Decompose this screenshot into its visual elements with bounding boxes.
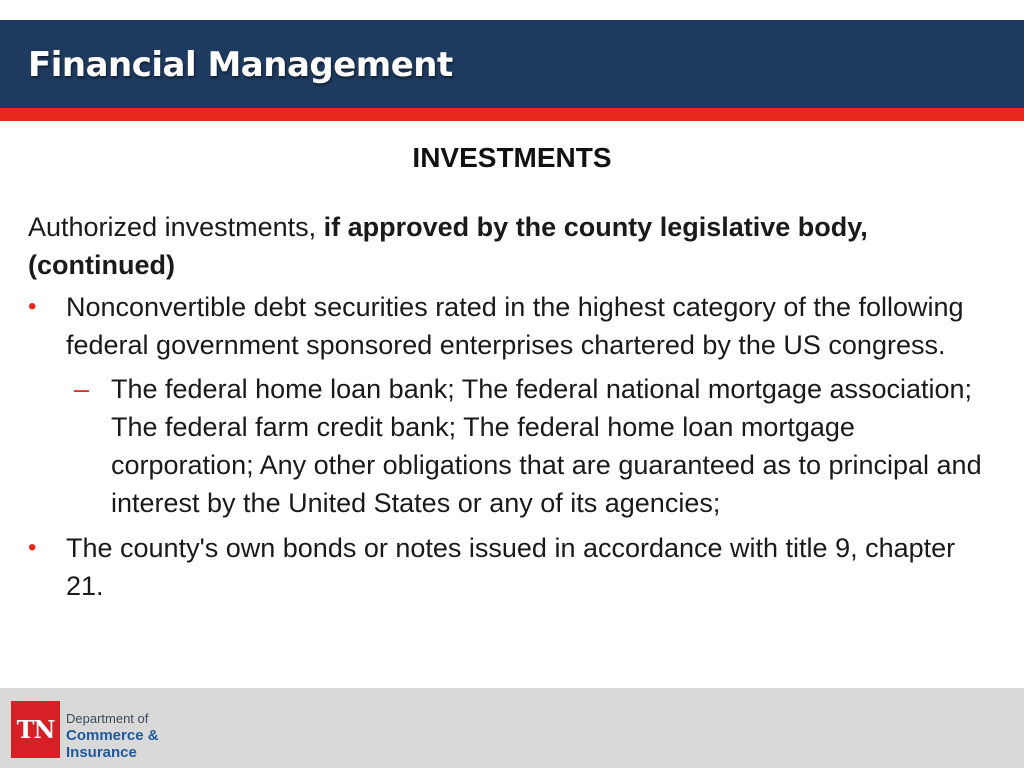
bullet-text: Nonconvertible debt securities rated in the highest category of the following federal government sponsored enterprises chartered by the US congress. [66, 292, 964, 360]
tn-logo: TN [11, 701, 60, 758]
intro-text: Authorized investments, [28, 212, 324, 242]
intro-emphasis: if approved by the county legislative body, (continued) [28, 212, 868, 280]
top-strip [0, 0, 1024, 20]
intro-paragraph [28, 208, 998, 284]
bullet-item [28, 529, 998, 605]
bullet-text: The county's own bonds or notes issued in accordance with title 9, chapter 21. [66, 533, 956, 601]
sub-bullet-item [28, 370, 998, 522]
section-heading: INVESTMENTS [412, 142, 612, 173]
dept-line-3: Insurance [66, 744, 137, 761]
accent-divider [0, 108, 1024, 121]
bullet-marker: • [28, 534, 37, 561]
bullet-marker: • [28, 293, 37, 320]
department-name [66, 711, 159, 761]
slide-body [28, 208, 998, 611]
dept-line-1: Department of [66, 711, 149, 726]
sub-bullet-text: The federal home loan bank; The federal national mortgage association; The federal farm credit bank; The federal home loan mortgage corporation; Any other obligations that are guaranteed as to principal and interest by the United States or any of its agencies; [111, 374, 982, 518]
sub-bullet-marker: – [74, 374, 90, 404]
bullet-item [28, 288, 998, 364]
dept-line-2: Commerce & [66, 727, 159, 744]
slide-title: Financial Management [28, 45, 453, 85]
